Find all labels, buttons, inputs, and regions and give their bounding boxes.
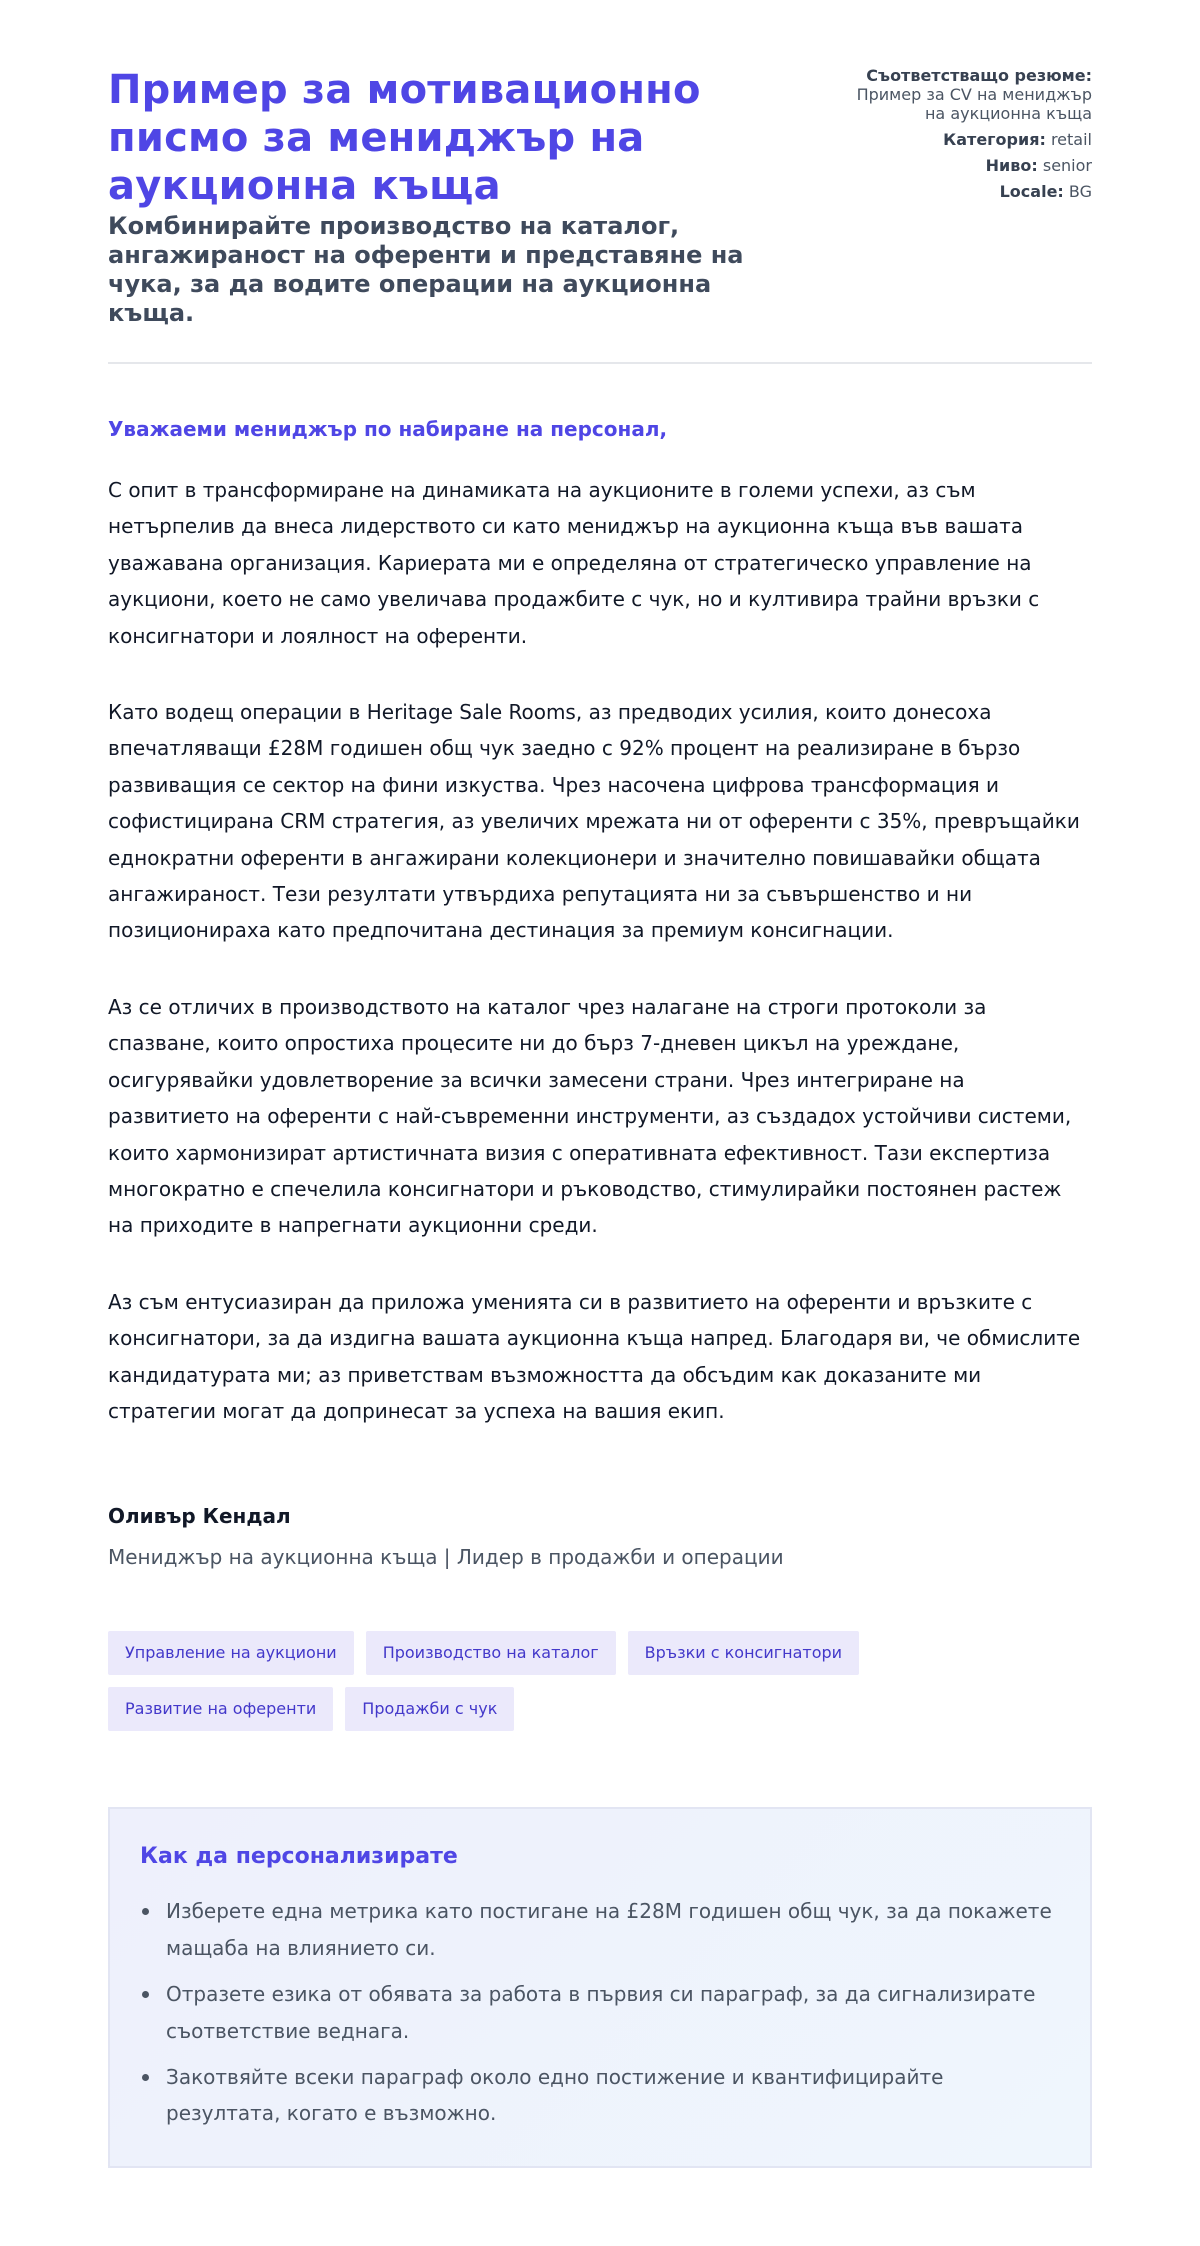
meta-locale-value: BG bbox=[1068, 182, 1092, 201]
tips-list bbox=[140, 1893, 1060, 2131]
tips-list-item bbox=[140, 1893, 1060, 1966]
meta-category-label: Категория: bbox=[943, 130, 1046, 149]
meta-resume-label: Съответстващо резюме: bbox=[866, 66, 1092, 85]
skill-tag: Връзки с консигнатори bbox=[628, 1631, 859, 1675]
meta-category bbox=[842, 130, 1092, 149]
meta-level bbox=[842, 156, 1092, 175]
bullet-icon bbox=[142, 1908, 149, 1915]
skill-tag: Продажби с чук bbox=[345, 1687, 514, 1731]
page-header bbox=[108, 66, 1092, 364]
meta-locale bbox=[842, 182, 1092, 201]
skill-tags bbox=[108, 1631, 968, 1731]
letter-greeting: Уважаеми мениджър по набиране на персонал, bbox=[108, 417, 668, 441]
header-titles bbox=[108, 66, 798, 328]
meta-locale-label: Locale: bbox=[999, 182, 1064, 201]
skill-tag: Развитие на оференти bbox=[108, 1687, 333, 1731]
skill-tag: Производство на каталог bbox=[366, 1631, 616, 1675]
letter-paragraph: С опит в трансформиране на динамиката на аукционите в големи успехи, аз съм нетърпелив да внеса лидерството си като мениджър на аукционна къща във вашата уважавана организация. Кариерата ми е определяна от стратегическо управление на аукциони, което не само увеличава продажбите с чук, но и култивира трайни връзки с консигнатори и лоялност на оференти. bbox=[108, 478, 1040, 648]
tips-list-item bbox=[140, 2059, 1060, 2132]
meta-level-label: Ниво: bbox=[985, 156, 1038, 175]
letter-body bbox=[108, 416, 1092, 1429]
meta-panel bbox=[842, 66, 1092, 208]
tip-text: Отразете езика от обявата за работа в първия си параграф, за да сигнализирате съответствие веднага. bbox=[166, 1982, 1036, 2043]
meta-resume-value: Пример за CV на мениджър на аукционна къща bbox=[856, 85, 1092, 123]
personalization-tips bbox=[108, 1807, 1092, 2167]
tip-text: Закотвяйте всеки параграф около едно постижение и квантифицирайте резултата, когато е възможно. bbox=[166, 2064, 944, 2126]
meta-matching-resume bbox=[842, 66, 1092, 123]
skill-tag: Управление на аукциони bbox=[108, 1631, 354, 1675]
bullet-icon bbox=[142, 2074, 149, 2081]
meta-level-value: senior bbox=[1042, 156, 1092, 175]
signature-block bbox=[108, 1503, 1092, 1571]
letter-paragraph: Като водещ операции в Heritage Sale Rooms, аз предводих усилия, които донесоха впечатляващи £28M годишен общ чук заедно с 92% процент на реализиране в бързо развиващия се сектор на фини изкуства. Чрез насочена цифрова трансформация и софистицирана CRM стратегия, аз увеличих мрежата ни от оференти с 35%, превръщайки еднократни оференти в ангажирани колекционери и значително повишавайки общата ангажираност. Тези резултати утвърдиха репутацията ни за съвършенство и ни позиционираха като предпочитана дестинация за премиум консигнации. bbox=[108, 700, 1080, 943]
tips-title: Как да персонализирате bbox=[140, 1844, 458, 1870]
letter-paragraph: Аз съм ентусиазиран да приложа уменията си в развитието на оференти и връзките с консигнатори, за да издигна вашата аукционна къща напред. Благодаря ви, че обмислите кандидатурата ми; аз приветствам възможността да обсъдим как доказаните ми стратегии могат да допринесат за успеха на вашия екип. bbox=[108, 1289, 1081, 1423]
tips-list-item bbox=[140, 1976, 1060, 2049]
signature-name: Оливър Кендал bbox=[108, 1504, 291, 1529]
page-subtitle: Комбинирайте производство на каталог, ангажираност на оференти и представяне на чука, за да водите операции на аукционна къща. bbox=[108, 212, 744, 327]
tip-text: Изберете една метрика като постигане на £28M годишен общ чук, за да покажете мащаба на влиянието си. bbox=[166, 1899, 1052, 1960]
letter-paragraph: Аз се отличих в производството на каталог чрез налагане на строги протоколи за спазване, които опростиха процесите ни до бърз 7-дневен цикъл на уреждане, осигурявайки удовлетворение за всички замесени страни. Чрез интегриране на развитието на оференти с най-съвременни инструменти, аз създадох устойчиви системи, които хармонизират артистичната визия с оперативната ефективност. Тази експертиза многократно е спечелила консигнатори и ръководство, стимулирайки постоянен растеж на приходите в напрегнати аукционни среди. bbox=[108, 994, 1072, 1238]
signature-title: Мениджър на аукционна къща | Лидер в продажби и операции bbox=[108, 1545, 784, 1570]
meta-category-value: retail bbox=[1050, 130, 1092, 149]
page-title: Пример за мотивационно писмо за мениджър на аукционна къща bbox=[108, 67, 701, 209]
bullet-icon bbox=[142, 1991, 149, 1998]
